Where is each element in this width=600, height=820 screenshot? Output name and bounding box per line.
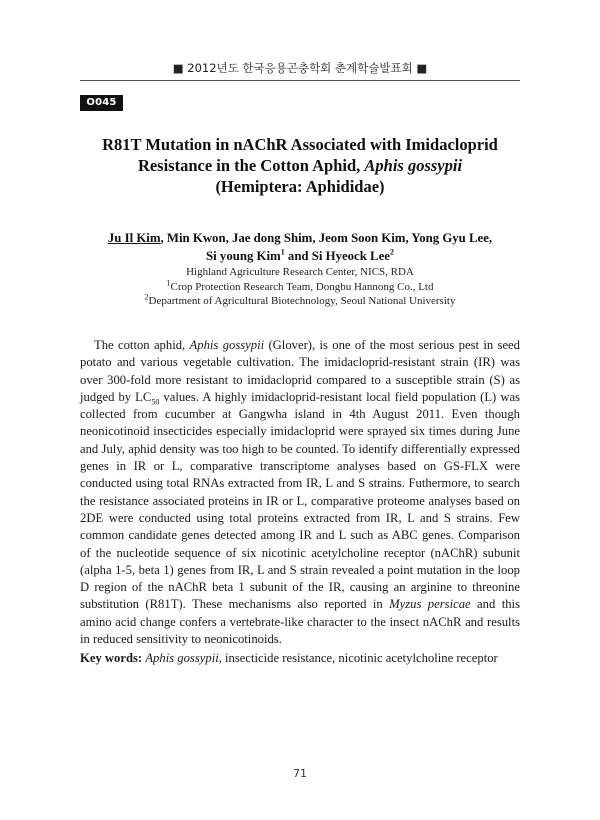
coauthor-si-young-kim: Si young Kim: [206, 249, 281, 263]
author-list: [80, 229, 520, 265]
affiliation-1-text: Crop Protection Research Team, Dongbu Hannong Co., Ltd: [170, 280, 434, 293]
abstract-text-3: values. A highly imidacloprid-resistant local field population (L) was collected from cucumber at Gangwha island in 4th August 2011. Even though neonicotinoid insecticides especially imidacloprid were sprayed six times during June and July, aphid density was too high to be counted. To identify differentially expressed genes in IR or L, comparative transcriptome analyses based on GS-FLX were conducted using total RNAs extracted from IR, L and S strains. Futhermore, to search the resistance associated proteins in IR or L, comparative proteome analyses based on 2DE were conducted using total proteins extracted from IR, L and S strains. Few common candidate genes detected among IR and L such as ABC genes. Comparison of the nucleotide sequence of six nicotinic acetylcholine receptor (nAChR) subunit (alpha 1-5, beta 1) genes from IR, L and S strain revealed a point mutation in the loop D region of the nAChR beta 1 subunit of the IR, causing an arginine to threonine substitution (R81T). These mechanisms also reported in: [80, 389, 520, 612]
page-number: 71: [293, 767, 307, 780]
abstract-body: [80, 337, 520, 648]
title-line-1: R81T Mutation in nAChR Associated with Imidacloprid: [102, 135, 498, 154]
author-sup-1: 1: [280, 247, 285, 257]
lc50-subscript: 50: [151, 397, 160, 407]
abstract-species-2: Myzus persicae: [389, 597, 471, 612]
keywords-species: Aphis gossypii: [145, 651, 219, 665]
author-line-1: [80, 229, 520, 247]
abstract-id-badge: O045: [80, 95, 123, 111]
affiliation-1-sup: 1: [166, 277, 171, 287]
conference-header: ■ 2012년도 한국응용곤충학회 춘계학술발표회 ■: [172, 61, 428, 75]
title-line-2-text: Resistance in the Cotton Aphid,: [137, 156, 365, 175]
keywords: [80, 650, 530, 667]
paper-title: [80, 134, 520, 197]
abstract-text-2: (Glover), is one of the most serious pest in seed potato and various vegetable cultivation. The imidacloprid-resistant strain (IR) was over 300-fold more resistant to imidacloprid compared to a susceptible strain (S) as judged by LC: [80, 338, 520, 404]
header-rule: [80, 80, 520, 81]
affiliation-2-text: Department of Agricultural Biotechnology, Seoul National University: [148, 295, 456, 307]
affiliation-0: Highland Agriculture Research Center, NICS, RDA: [186, 266, 414, 278]
affiliation-2-sup: 2: [144, 292, 149, 302]
author-sup-2: 2: [389, 247, 394, 257]
title-line-3: (Hemiptera: Aphididae): [215, 177, 385, 196]
title-line-2: [80, 155, 520, 176]
abstract-species-1: Aphis gossypii: [189, 338, 265, 352]
coauthor-si-hyeock-lee: and Si Hyeock Lee: [284, 249, 390, 263]
presenting-author: Ju Il Kim: [107, 231, 161, 245]
abstract-text-1: The cotton aphid,: [94, 338, 190, 352]
author-line-2: [80, 247, 520, 265]
keywords-text: , insecticide resistance, nicotinic acetylcholine receptor: [218, 651, 498, 665]
title-species: Aphis gossypii: [364, 156, 463, 175]
affiliation-2: [80, 294, 520, 309]
affiliations: [80, 265, 520, 309]
keywords-label: Key words:: [80, 651, 143, 665]
abstract-text-4: and this amino acid change confers a vertebrate-like character to the insect nAChR and results in reduced sensitivity to neonicotinoids.: [80, 597, 520, 647]
coauthors-line-1: , Min Kwon, Jae dong Shim, Jeom Soon Kim, Yong Gyu Lee,: [160, 231, 493, 245]
